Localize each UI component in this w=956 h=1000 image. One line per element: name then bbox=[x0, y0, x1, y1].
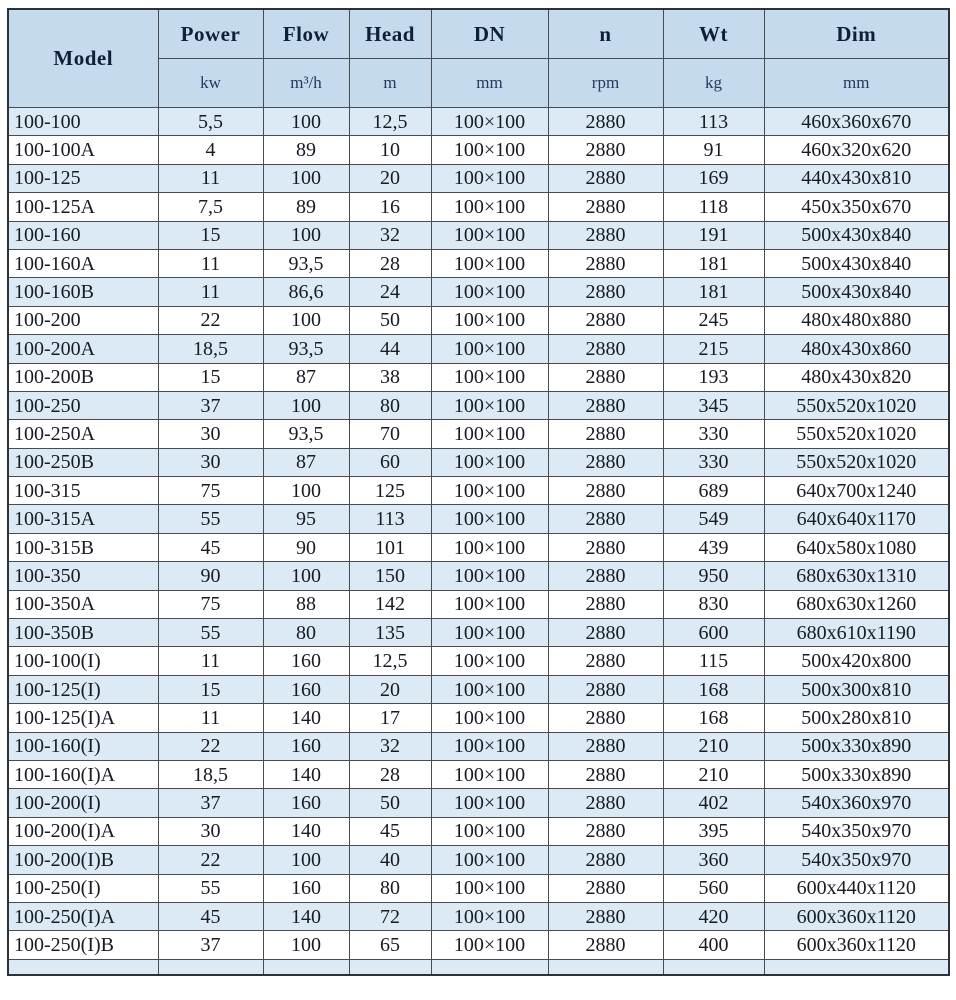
dim-cell: 480x430x820 bbox=[764, 363, 949, 391]
head-cell: 44 bbox=[349, 335, 431, 363]
dim-cell: 680x630x1260 bbox=[764, 590, 949, 618]
dim-cell: 540x350x970 bbox=[764, 846, 949, 874]
dim-cell: 500x430x840 bbox=[764, 221, 949, 249]
dim-cell: 680x610x1190 bbox=[764, 619, 949, 647]
header-cell-n: n bbox=[548, 9, 663, 59]
flow-cell: 89 bbox=[263, 136, 349, 164]
wt-cell: 169 bbox=[663, 164, 764, 192]
dn-cell: 100×100 bbox=[431, 335, 548, 363]
head-cell: 32 bbox=[349, 732, 431, 760]
wt-cell: 113 bbox=[663, 108, 764, 136]
head-cell: 70 bbox=[349, 420, 431, 448]
table-body bbox=[8, 108, 949, 975]
power-cell: 30 bbox=[158, 448, 263, 476]
table-row bbox=[8, 164, 949, 192]
power-cell: 45 bbox=[158, 902, 263, 930]
empty-cell bbox=[158, 959, 263, 975]
flow-cell: 80 bbox=[263, 619, 349, 647]
dim-cell: 440x430x810 bbox=[764, 164, 949, 192]
unit-cell-dim: mm bbox=[764, 59, 949, 108]
pump-spec-table bbox=[7, 8, 950, 976]
head-cell: 28 bbox=[349, 760, 431, 788]
flow-cell: 90 bbox=[263, 533, 349, 561]
n-cell: 2880 bbox=[548, 249, 663, 277]
header-cell-model: Model bbox=[8, 9, 158, 108]
dn-cell: 100×100 bbox=[431, 391, 548, 419]
empty-cell bbox=[548, 959, 663, 975]
n-cell: 2880 bbox=[548, 647, 663, 675]
table-row bbox=[8, 420, 949, 448]
wt-cell: 345 bbox=[663, 391, 764, 419]
dim-cell: 500x330x890 bbox=[764, 732, 949, 760]
head-cell: 113 bbox=[349, 505, 431, 533]
wt-cell: 118 bbox=[663, 193, 764, 221]
head-cell: 17 bbox=[349, 704, 431, 732]
table-row bbox=[8, 533, 949, 561]
power-cell: 18,5 bbox=[158, 760, 263, 788]
flow-cell: 160 bbox=[263, 647, 349, 675]
dn-cell: 100×100 bbox=[431, 278, 548, 306]
unit-cell-wt: kg bbox=[663, 59, 764, 108]
power-cell: 22 bbox=[158, 732, 263, 760]
wt-cell: 330 bbox=[663, 448, 764, 476]
table-row bbox=[8, 306, 949, 334]
n-cell: 2880 bbox=[548, 136, 663, 164]
wt-cell: 600 bbox=[663, 619, 764, 647]
dn-cell: 100×100 bbox=[431, 420, 548, 448]
n-cell: 2880 bbox=[548, 335, 663, 363]
header-cell-wt: Wt bbox=[663, 9, 764, 59]
head-cell: 16 bbox=[349, 193, 431, 221]
head-cell: 60 bbox=[349, 448, 431, 476]
dim-cell: 640x580x1080 bbox=[764, 533, 949, 561]
flow-cell: 100 bbox=[263, 391, 349, 419]
dim-cell: 480x430x860 bbox=[764, 335, 949, 363]
table-row bbox=[8, 789, 949, 817]
power-cell: 15 bbox=[158, 363, 263, 391]
dn-cell: 100×100 bbox=[431, 533, 548, 561]
head-cell: 24 bbox=[349, 278, 431, 306]
table-row bbox=[8, 136, 949, 164]
flow-cell: 93,5 bbox=[263, 420, 349, 448]
flow-cell: 100 bbox=[263, 931, 349, 959]
header-cell-head: Head bbox=[349, 9, 431, 59]
dn-cell: 100×100 bbox=[431, 732, 548, 760]
power-cell: 37 bbox=[158, 931, 263, 959]
power-cell: 22 bbox=[158, 846, 263, 874]
dn-cell: 100×100 bbox=[431, 477, 548, 505]
dn-cell: 100×100 bbox=[431, 221, 548, 249]
wt-cell: 439 bbox=[663, 533, 764, 561]
flow-cell: 93,5 bbox=[263, 335, 349, 363]
model-cell: 100-315A bbox=[8, 505, 158, 533]
model-cell: 100-250(I)A bbox=[8, 902, 158, 930]
head-cell: 142 bbox=[349, 590, 431, 618]
wt-cell: 168 bbox=[663, 675, 764, 703]
flow-cell: 87 bbox=[263, 448, 349, 476]
head-cell: 12,5 bbox=[349, 647, 431, 675]
empty-cell bbox=[8, 959, 158, 975]
dim-cell: 540x360x970 bbox=[764, 789, 949, 817]
n-cell: 2880 bbox=[548, 675, 663, 703]
n-cell: 2880 bbox=[548, 562, 663, 590]
power-cell: 15 bbox=[158, 675, 263, 703]
wt-cell: 168 bbox=[663, 704, 764, 732]
table-row bbox=[8, 675, 949, 703]
power-cell: 37 bbox=[158, 391, 263, 419]
table-row bbox=[8, 619, 949, 647]
n-cell: 2880 bbox=[548, 306, 663, 334]
dim-cell: 540x350x970 bbox=[764, 817, 949, 845]
flow-cell: 100 bbox=[263, 477, 349, 505]
model-cell: 100-125 bbox=[8, 164, 158, 192]
wt-cell: 420 bbox=[663, 902, 764, 930]
dim-cell: 600x360x1120 bbox=[764, 902, 949, 930]
head-cell: 50 bbox=[349, 789, 431, 817]
table-row bbox=[8, 704, 949, 732]
dn-cell: 100×100 bbox=[431, 590, 548, 618]
wt-cell: 402 bbox=[663, 789, 764, 817]
n-cell: 2880 bbox=[548, 931, 663, 959]
flow-cell: 140 bbox=[263, 760, 349, 788]
dim-cell: 480x480x880 bbox=[764, 306, 949, 334]
model-cell: 100-200(I)A bbox=[8, 817, 158, 845]
dn-cell: 100×100 bbox=[431, 562, 548, 590]
flow-cell: 160 bbox=[263, 789, 349, 817]
model-cell: 100-350 bbox=[8, 562, 158, 590]
dim-cell: 460x360x670 bbox=[764, 108, 949, 136]
dn-cell: 100×100 bbox=[431, 619, 548, 647]
table-row bbox=[8, 732, 949, 760]
power-cell: 55 bbox=[158, 619, 263, 647]
wt-cell: 191 bbox=[663, 221, 764, 249]
flow-cell: 160 bbox=[263, 874, 349, 902]
power-cell: 55 bbox=[158, 874, 263, 902]
dn-cell: 100×100 bbox=[431, 874, 548, 902]
head-cell: 50 bbox=[349, 306, 431, 334]
head-cell: 150 bbox=[349, 562, 431, 590]
dn-cell: 100×100 bbox=[431, 249, 548, 277]
flow-cell: 88 bbox=[263, 590, 349, 618]
power-cell: 18,5 bbox=[158, 335, 263, 363]
power-cell: 11 bbox=[158, 278, 263, 306]
power-cell: 30 bbox=[158, 420, 263, 448]
unit-cell-dn: mm bbox=[431, 59, 548, 108]
model-cell: 100-160B bbox=[8, 278, 158, 306]
n-cell: 2880 bbox=[548, 108, 663, 136]
flow-cell: 100 bbox=[263, 221, 349, 249]
dn-cell: 100×100 bbox=[431, 505, 548, 533]
dim-cell: 600x440x1120 bbox=[764, 874, 949, 902]
dn-cell: 100×100 bbox=[431, 306, 548, 334]
head-cell: 38 bbox=[349, 363, 431, 391]
power-cell: 75 bbox=[158, 590, 263, 618]
head-cell: 135 bbox=[349, 619, 431, 647]
wt-cell: 215 bbox=[663, 335, 764, 363]
model-cell: 100-350B bbox=[8, 619, 158, 647]
model-cell: 100-160 bbox=[8, 221, 158, 249]
wt-cell: 400 bbox=[663, 931, 764, 959]
model-cell: 100-200B bbox=[8, 363, 158, 391]
n-cell: 2880 bbox=[548, 902, 663, 930]
wt-cell: 245 bbox=[663, 306, 764, 334]
head-cell: 101 bbox=[349, 533, 431, 561]
dim-cell: 460x320x620 bbox=[764, 136, 949, 164]
head-cell: 28 bbox=[349, 249, 431, 277]
dn-cell: 100×100 bbox=[431, 846, 548, 874]
empty-cell bbox=[349, 959, 431, 975]
n-cell: 2880 bbox=[548, 760, 663, 788]
flow-cell: 100 bbox=[263, 108, 349, 136]
model-cell: 100-350A bbox=[8, 590, 158, 618]
dn-cell: 100×100 bbox=[431, 448, 548, 476]
power-cell: 11 bbox=[158, 647, 263, 675]
header-cell-power: Power bbox=[158, 9, 263, 59]
model-cell: 100-315B bbox=[8, 533, 158, 561]
table-row bbox=[8, 249, 949, 277]
table-row bbox=[8, 363, 949, 391]
wt-cell: 560 bbox=[663, 874, 764, 902]
unit-cell-flow: m³/h bbox=[263, 59, 349, 108]
table-row bbox=[8, 760, 949, 788]
table-row bbox=[8, 193, 949, 221]
power-cell: 11 bbox=[158, 164, 263, 192]
table-row bbox=[8, 278, 949, 306]
table-row bbox=[8, 448, 949, 476]
table-row bbox=[8, 505, 949, 533]
flow-cell: 93,5 bbox=[263, 249, 349, 277]
wt-cell: 181 bbox=[663, 278, 764, 306]
dim-cell: 500x430x840 bbox=[764, 278, 949, 306]
empty-cell bbox=[263, 959, 349, 975]
power-cell: 11 bbox=[158, 704, 263, 732]
unit-cell-n: rpm bbox=[548, 59, 663, 108]
wt-cell: 181 bbox=[663, 249, 764, 277]
power-cell: 5,5 bbox=[158, 108, 263, 136]
wt-cell: 115 bbox=[663, 647, 764, 675]
dn-cell: 100×100 bbox=[431, 704, 548, 732]
power-cell: 30 bbox=[158, 817, 263, 845]
head-cell: 20 bbox=[349, 675, 431, 703]
model-cell: 100-250A bbox=[8, 420, 158, 448]
dn-cell: 100×100 bbox=[431, 675, 548, 703]
dn-cell: 100×100 bbox=[431, 164, 548, 192]
table-row bbox=[8, 391, 949, 419]
head-cell: 40 bbox=[349, 846, 431, 874]
dn-cell: 100×100 bbox=[431, 789, 548, 817]
model-cell: 100-250(I)B bbox=[8, 931, 158, 959]
wt-cell: 210 bbox=[663, 732, 764, 760]
empty-cell bbox=[764, 959, 949, 975]
table-row bbox=[8, 817, 949, 845]
model-cell: 100-160(I) bbox=[8, 732, 158, 760]
flow-cell: 100 bbox=[263, 164, 349, 192]
dn-cell: 100×100 bbox=[431, 817, 548, 845]
flow-cell: 140 bbox=[263, 817, 349, 845]
model-cell: 100-160A bbox=[8, 249, 158, 277]
dn-cell: 100×100 bbox=[431, 108, 548, 136]
dim-cell: 640x700x1240 bbox=[764, 477, 949, 505]
flow-cell: 86,6 bbox=[263, 278, 349, 306]
table-row bbox=[8, 874, 949, 902]
wt-cell: 330 bbox=[663, 420, 764, 448]
wt-cell: 950 bbox=[663, 562, 764, 590]
head-cell: 80 bbox=[349, 874, 431, 902]
n-cell: 2880 bbox=[548, 477, 663, 505]
table-row-partial bbox=[8, 959, 949, 975]
flow-cell: 100 bbox=[263, 846, 349, 874]
wt-cell: 549 bbox=[663, 505, 764, 533]
dim-cell: 550x520x1020 bbox=[764, 391, 949, 419]
n-cell: 2880 bbox=[548, 164, 663, 192]
table-row bbox=[8, 477, 949, 505]
table-row bbox=[8, 562, 949, 590]
flow-cell: 100 bbox=[263, 562, 349, 590]
n-cell: 2880 bbox=[548, 221, 663, 249]
power-cell: 11 bbox=[158, 249, 263, 277]
head-cell: 20 bbox=[349, 164, 431, 192]
dim-cell: 550x520x1020 bbox=[764, 420, 949, 448]
model-cell: 100-250(I) bbox=[8, 874, 158, 902]
dim-cell: 550x520x1020 bbox=[764, 448, 949, 476]
flow-cell: 140 bbox=[263, 902, 349, 930]
wt-cell: 91 bbox=[663, 136, 764, 164]
header-cell-dim: Dim bbox=[764, 9, 949, 59]
dim-cell: 500x430x840 bbox=[764, 249, 949, 277]
model-cell: 100-125(I) bbox=[8, 675, 158, 703]
head-cell: 65 bbox=[349, 931, 431, 959]
n-cell: 2880 bbox=[548, 420, 663, 448]
n-cell: 2880 bbox=[548, 391, 663, 419]
dn-cell: 100×100 bbox=[431, 193, 548, 221]
dim-cell: 680x630x1310 bbox=[764, 562, 949, 590]
table-row bbox=[8, 931, 949, 959]
dim-cell: 450x350x670 bbox=[764, 193, 949, 221]
flow-cell: 100 bbox=[263, 306, 349, 334]
n-cell: 2880 bbox=[548, 505, 663, 533]
n-cell: 2880 bbox=[548, 789, 663, 817]
unit-cell-head: m bbox=[349, 59, 431, 108]
dn-cell: 100×100 bbox=[431, 760, 548, 788]
dim-cell: 500x300x810 bbox=[764, 675, 949, 703]
n-cell: 2880 bbox=[548, 363, 663, 391]
wt-cell: 360 bbox=[663, 846, 764, 874]
head-cell: 10 bbox=[349, 136, 431, 164]
head-cell: 45 bbox=[349, 817, 431, 845]
model-cell: 100-250B bbox=[8, 448, 158, 476]
model-cell: 100-200A bbox=[8, 335, 158, 363]
model-cell: 100-100(I) bbox=[8, 647, 158, 675]
power-cell: 15 bbox=[158, 221, 263, 249]
flow-cell: 160 bbox=[263, 675, 349, 703]
n-cell: 2880 bbox=[548, 846, 663, 874]
dn-cell: 100×100 bbox=[431, 647, 548, 675]
n-cell: 2880 bbox=[548, 817, 663, 845]
n-cell: 2880 bbox=[548, 193, 663, 221]
model-cell: 100-125(I)A bbox=[8, 704, 158, 732]
empty-cell bbox=[663, 959, 764, 975]
power-cell: 75 bbox=[158, 477, 263, 505]
power-cell: 45 bbox=[158, 533, 263, 561]
n-cell: 2880 bbox=[548, 619, 663, 647]
model-cell: 100-200 bbox=[8, 306, 158, 334]
dim-cell: 500x420x800 bbox=[764, 647, 949, 675]
power-cell: 90 bbox=[158, 562, 263, 590]
model-cell: 100-315 bbox=[8, 477, 158, 505]
wt-cell: 395 bbox=[663, 817, 764, 845]
dn-cell: 100×100 bbox=[431, 931, 548, 959]
dim-cell: 500x280x810 bbox=[764, 704, 949, 732]
model-cell: 100-125A bbox=[8, 193, 158, 221]
flow-cell: 160 bbox=[263, 732, 349, 760]
head-cell: 80 bbox=[349, 391, 431, 419]
wt-cell: 689 bbox=[663, 477, 764, 505]
dim-cell: 640x640x1170 bbox=[764, 505, 949, 533]
head-cell: 72 bbox=[349, 902, 431, 930]
flow-cell: 140 bbox=[263, 704, 349, 732]
dn-cell: 100×100 bbox=[431, 136, 548, 164]
table-row bbox=[8, 108, 949, 136]
table-row bbox=[8, 846, 949, 874]
power-cell: 22 bbox=[158, 306, 263, 334]
header-row-labels bbox=[8, 9, 949, 59]
n-cell: 2880 bbox=[548, 704, 663, 732]
table-row bbox=[8, 590, 949, 618]
n-cell: 2880 bbox=[548, 278, 663, 306]
power-cell: 4 bbox=[158, 136, 263, 164]
dim-cell: 600x360x1120 bbox=[764, 931, 949, 959]
model-cell: 100-100 bbox=[8, 108, 158, 136]
flow-cell: 89 bbox=[263, 193, 349, 221]
n-cell: 2880 bbox=[548, 874, 663, 902]
model-cell: 100-160(I)A bbox=[8, 760, 158, 788]
flow-cell: 87 bbox=[263, 363, 349, 391]
power-cell: 7,5 bbox=[158, 193, 263, 221]
power-cell: 55 bbox=[158, 505, 263, 533]
table-row bbox=[8, 221, 949, 249]
dn-cell: 100×100 bbox=[431, 363, 548, 391]
table-header bbox=[8, 9, 949, 108]
flow-cell: 95 bbox=[263, 505, 349, 533]
model-cell: 100-200(I) bbox=[8, 789, 158, 817]
n-cell: 2880 bbox=[548, 448, 663, 476]
power-cell: 37 bbox=[158, 789, 263, 817]
pump-spec-table-container bbox=[7, 8, 950, 976]
dn-cell: 100×100 bbox=[431, 902, 548, 930]
wt-cell: 830 bbox=[663, 590, 764, 618]
header-cell-flow: Flow bbox=[263, 9, 349, 59]
model-cell: 100-100A bbox=[8, 136, 158, 164]
model-cell: 100-250 bbox=[8, 391, 158, 419]
dim-cell: 500x330x890 bbox=[764, 760, 949, 788]
n-cell: 2880 bbox=[548, 732, 663, 760]
table-row bbox=[8, 335, 949, 363]
table-row bbox=[8, 902, 949, 930]
table-row bbox=[8, 647, 949, 675]
head-cell: 32 bbox=[349, 221, 431, 249]
empty-cell bbox=[431, 959, 548, 975]
head-cell: 12,5 bbox=[349, 108, 431, 136]
n-cell: 2880 bbox=[548, 590, 663, 618]
head-cell: 125 bbox=[349, 477, 431, 505]
n-cell: 2880 bbox=[548, 533, 663, 561]
model-cell: 100-200(I)B bbox=[8, 846, 158, 874]
unit-cell-power: kw bbox=[158, 59, 263, 108]
header-cell-dn: DN bbox=[431, 9, 548, 59]
wt-cell: 210 bbox=[663, 760, 764, 788]
wt-cell: 193 bbox=[663, 363, 764, 391]
